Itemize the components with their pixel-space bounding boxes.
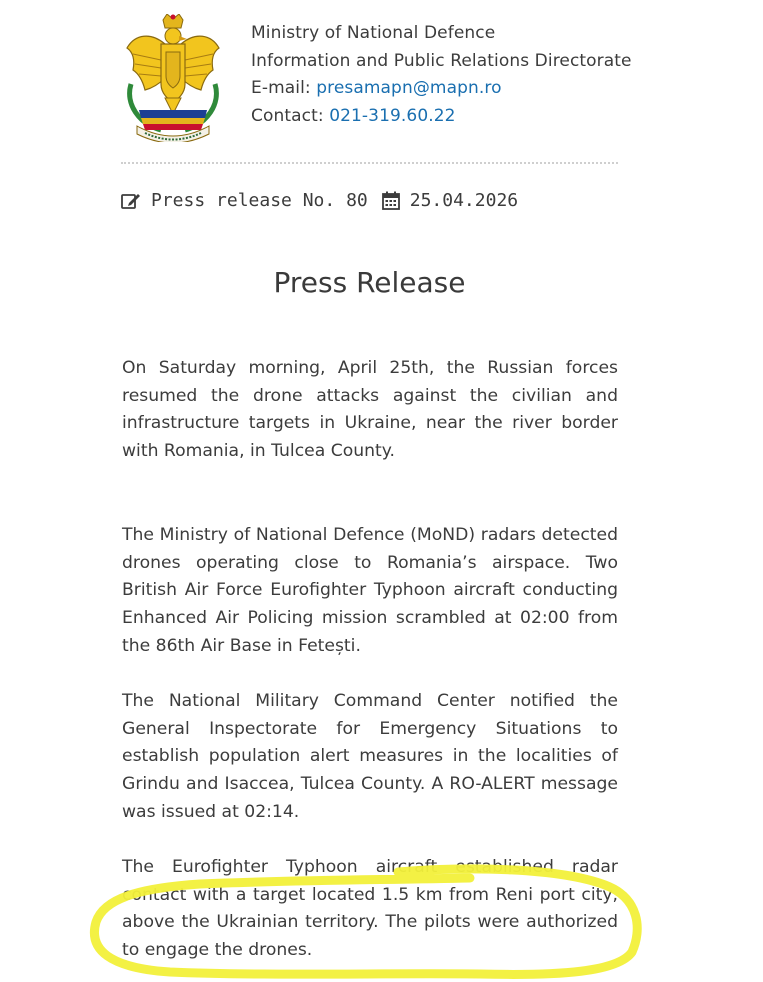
contact-label: Contact: — [251, 105, 330, 126]
release-number: Press release No. 80 — [151, 190, 368, 211]
email-line — [251, 75, 632, 103]
contact-line — [251, 103, 632, 131]
paragraph-4: The Eurofighter Typhoon aircraft established radar contact with a target located 1.5 km from Reni port city, above the Ukrainian territory. The pilots were authorized to engage the drones. — [122, 857, 618, 961]
contact-block — [251, 20, 632, 130]
ministry-crest-icon — [121, 14, 225, 142]
edit-icon — [121, 192, 141, 210]
calendar-icon — [382, 191, 400, 210]
ministry-name: Ministry of National Defence — [251, 23, 496, 43]
paragraph-2: The Ministry of National Defence (MoND) radars detected drones operating close to Romania’s airspace. Two British Air Force Eurofighter Typhoon aircraft conducting Enhanced Air Policing mission scrambled at 02:00 from the 86th Air Base in Fetești. — [122, 525, 618, 656]
release-date: 25.04.2026 — [409, 190, 519, 211]
email-link[interactable]: presamapn@mapn.ro — [316, 78, 502, 98]
page-title: Press Release — [273, 266, 466, 299]
directorate-name: Information and Public Relations Directorate — [251, 50, 632, 71]
header-divider — [121, 162, 618, 164]
paragraph-3: The National Military Command Center notified the General Inspectorate for Emergency Situations to establish population alert measures in the localities of Grindu and Isaccea, Tulcea County. A RO-ALERT message was issued at 02:14. — [122, 691, 618, 822]
paragraph-1: On Saturday morning, April 25th, the Russian forces resumed the drone attacks against the civilian and infrastructure targets in Ukraine, near the river border with Romania, in Tulcea County. — [122, 358, 618, 462]
email-label: E-mail: — [251, 78, 317, 98]
release-meta — [121, 190, 518, 211]
phone-link[interactable]: 021-319.60.22 — [329, 105, 456, 126]
header — [121, 14, 632, 144]
